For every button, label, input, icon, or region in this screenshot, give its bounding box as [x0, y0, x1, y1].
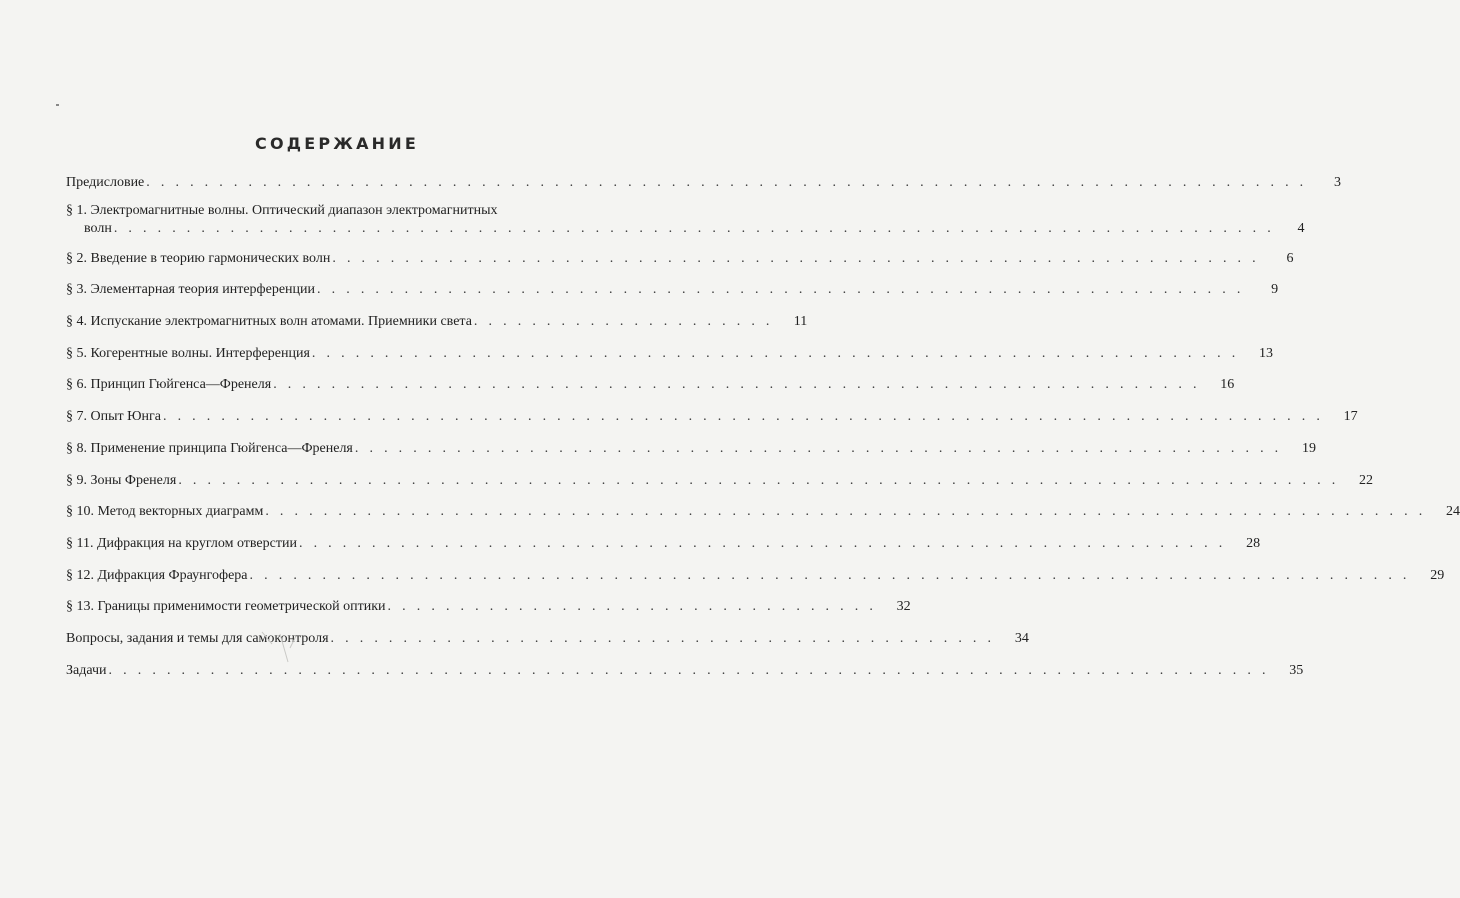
leader-dots: . . . . . . . . . . . . . . . . . . . . . [473, 314, 774, 330]
leader-dots: . . . . . . . . . . . . . . . . . . . . . . . . . . . . . . . . . . . . . . . . . . . . . . . . . . . . . . . . . . . . . . . . . . . . . . . . . . . . . . . . [113, 220, 1275, 236]
leader-dots: . . . . . . . . . . . . . . . . . . . . . . . . . . . . . . . . . . [387, 599, 877, 615]
leader-dots: . . . . . . . . . . . . . . . . . . . . . . . . . . . . . . . . . . . . . . . . . . . . . . . . . . . . . . . . . . . . . . . . [354, 440, 1282, 456]
toc-entry-label: § 9. Зоны Френеля [66, 472, 177, 488]
toc-entry-label: § 11. Дифракция на круглом отверстии [66, 535, 297, 551]
toc-entry-label: § 7. Опыт Юнга [66, 409, 161, 425]
leader-dots: . . . . . . . . . . . . . . . . . . . . . . . . . . . . . . . . . . . . . . . . . . . . . . . . . . . . . . . . . . . . . . . . [298, 535, 1227, 551]
toc-entry-page: 32 [896, 599, 911, 615]
toc-entry-page: 16 [1220, 377, 1235, 393]
toc-entry-label: Задачи [66, 662, 107, 678]
leader-dots: . . . . . . . . . . . . . . . . . . . . . . . . . . . . . . . . . . . . . . . . . . . . . . . . . . . . . . . . . . . . . . . . . . . . . . . . . . . . . . . . [162, 409, 1324, 425]
toc-entry[interactable] [66, 533, 1261, 565]
toc-entry-label: § 4. Испускание электромагнитных волн атомами. Приемники света [66, 314, 472, 330]
toc-entry-label: Вопросы, задания и темы для самоконтроля [66, 630, 329, 646]
leader-dots: . . . . . . . . . . . . . . . . . . . . . . . . . . . . . . . . . . . . . . . . . . . . . . . . . . . . . . . . . . . . . . . . . . . . . . . . . . . . . . . . [108, 662, 1270, 678]
toc-entry[interactable] [66, 470, 1374, 502]
leader-dots: . . . . . . . . . . . . . . . . . . . . . . . . . . . . . . . . . . . . . . . . . . . . . . . . . . . . . . . . . . . . . . . . [317, 282, 1245, 298]
table-of-contents [66, 172, 1460, 691]
toc-entry-label: § 12. Дифракция Фраунгофера [66, 567, 248, 583]
toc-entry-page: 9 [1271, 282, 1279, 298]
toc-entry-label: § 5. Когерентные волны. Интерференция [66, 345, 310, 361]
leader-dots: . . . . . . . . . . . . . . . . . . . . . . . . . . . . . . . . . . . . . . . . . . . . . . [330, 630, 995, 646]
toc-entry-label: § 13. Границы применимости геометрической оптики [66, 599, 386, 615]
toc-entry-continuation: волн [84, 220, 112, 236]
toc-entry-label: § 2. Введение в теорию гармонических волн [66, 250, 331, 266]
toc-entry[interactable] [66, 596, 911, 628]
toc-entry-label: § 8. Применение принципа Гюйгенса—Френеля [66, 440, 353, 456]
toc-entry-label: Предисловие [66, 175, 145, 190]
toc-entry-page: 34 [1014, 630, 1029, 646]
leader-dots: . . . . . . . . . . . . . . . . . . . . . . . . . . . . . . . . . . . . . . . . . . . . . . . . . . . . . . . . . . . . . . . . [332, 250, 1260, 266]
toc-entry-page: 19 [1301, 440, 1316, 456]
toc-entry[interactable] [66, 501, 1460, 533]
toc-entry[interactable] [66, 628, 1029, 660]
leader-dots: . . . . . . . . . . . . . . . . . . . . . . . . . . . . . . . . . . . . . . . . . . . . . . . . . . . . . . . . . . . . . . . . [311, 345, 1240, 361]
toc-entry-label: § 3. Элементарная теория интерференции [66, 282, 316, 298]
toc-entry-page: 17 [1343, 409, 1358, 425]
toc-entry[interactable] [66, 406, 1358, 438]
page-title: СОДЕРЖАНИЕ [255, 134, 419, 153]
toc-entry-page: 22 [1359, 472, 1374, 488]
toc-entry-label: § 10. Метод векторных диаграмм [66, 504, 264, 520]
toc-entry[interactable] [66, 660, 1304, 692]
toc-entry[interactable] [66, 438, 1316, 470]
toc-entry-page: 29 [1430, 567, 1445, 583]
toc-entry-page: 3 [1333, 175, 1341, 190]
leader-dots: . . . . . . . . . . . . . . . . . . . . . . . . . . . . . . . . . . . . . . . . . . . . . . . . . . . . . . . . . . . . . . . . . . . . . . . . . . . . . . . . [265, 504, 1427, 520]
toc-entry-page: 24 [1446, 504, 1460, 520]
toc-entry[interactable] [66, 374, 1235, 406]
toc-entry-label: § 1. Электромагнитные волны. Оптический диапазон электромагнитных [66, 202, 498, 218]
toc-entry-label: § 6. Принцип Гюйгенса—Френеля [66, 377, 272, 393]
page-speck [56, 104, 59, 106]
toc-entry[interactable] [66, 248, 1294, 280]
leader-dots: . . . . . . . . . . . . . . . . . . . . . . . . . . . . . . . . . . . . . . . . . . . . . . . . . . . . . . . . . . . . . . . . . . . . . . . . . . . . . . . . [249, 567, 1411, 583]
leader-dots: . . . . . . . . . . . . . . . . . . . . . . . . . . . . . . . . . . . . . . . . . . . . . . . . . . . . . . . . . . . . . . . . . . . . . . . . . . . . . . . . [146, 175, 1307, 190]
toc-entry-page: 13 [1259, 345, 1274, 361]
leader-dots: . . . . . . . . . . . . . . . . . . . . . . . . . . . . . . . . . . . . . . . . . . . . . . . . . . . . . . . . . . . . . . . . [273, 377, 1201, 393]
toc-entry-page: 4 [1297, 220, 1305, 236]
toc-entry[interactable] [66, 202, 1305, 248]
toc-entry[interactable] [66, 172, 1341, 204]
toc-entry-page: 28 [1246, 535, 1261, 551]
toc-entry[interactable] [66, 343, 1274, 375]
toc-entry[interactable] [66, 279, 1279, 311]
toc-entry-page: 35 [1289, 662, 1304, 678]
toc-entry-page: 6 [1286, 250, 1294, 266]
toc-entry[interactable] [66, 565, 1445, 597]
leader-dots: . . . . . . . . . . . . . . . . . . . . . . . . . . . . . . . . . . . . . . . . . . . . . . . . . . . . . . . . . . . . . . . . . . . . . . . . . . . . . . . . [178, 472, 1340, 488]
toc-entry[interactable] [66, 311, 808, 343]
toc-entry-page: 11 [793, 314, 808, 330]
pencil-mark [258, 628, 308, 668]
